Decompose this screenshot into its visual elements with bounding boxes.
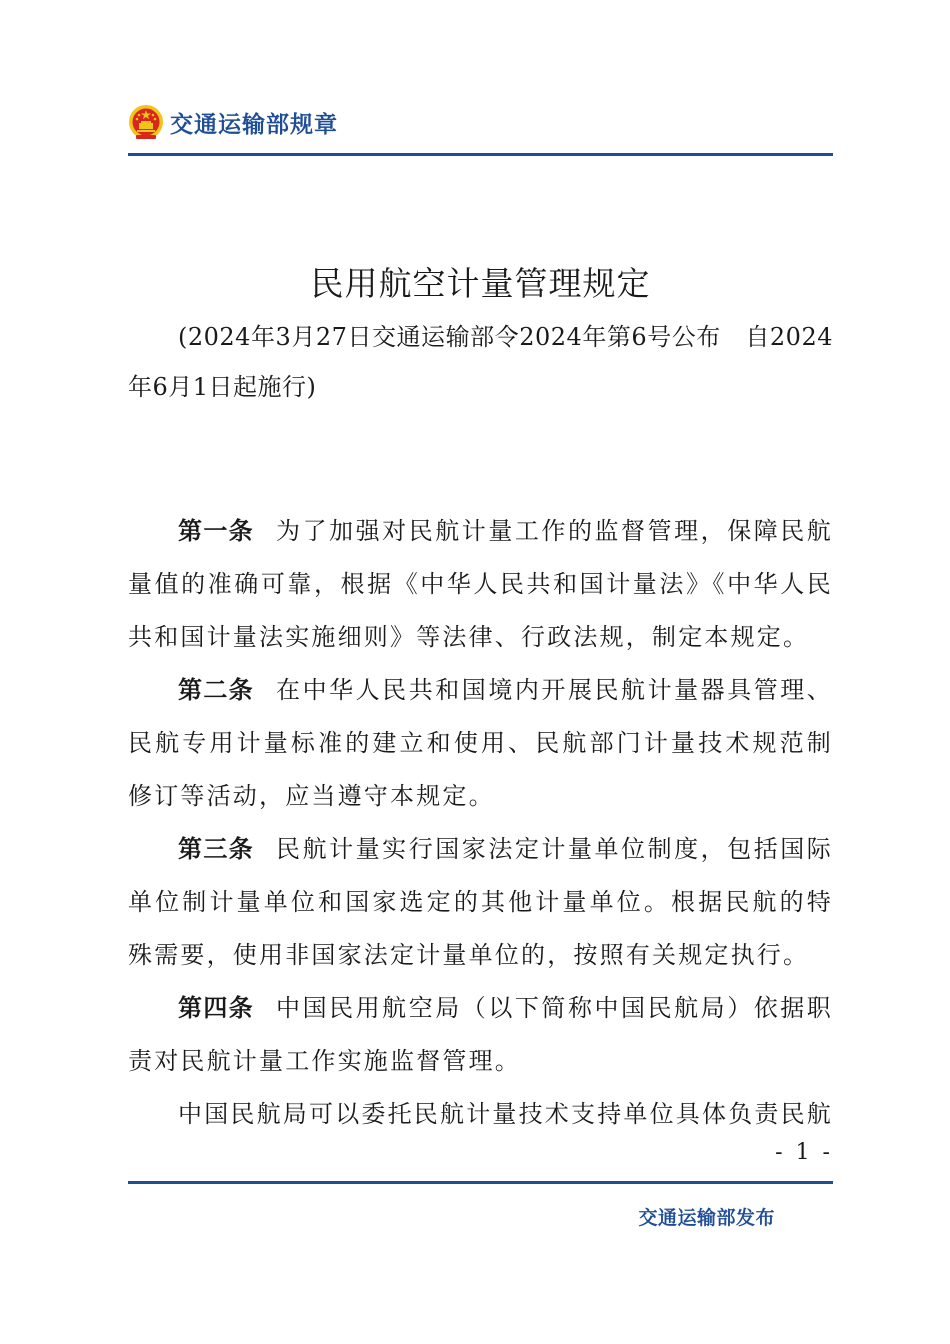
article-text: 民航计量实行国家法定计量单位制度，包括国际单位制计量单位和国家选定的其他计量单位。根据民航的特殊需要，使用非国家法定计量单位的，按照有关规定执行。 bbox=[128, 835, 834, 969]
header bbox=[128, 100, 338, 144]
article-text: 中国民用航空局（以下简称中国民航局）依据职责对民航计量工作实施监督管理。 bbox=[128, 994, 834, 1075]
article-number: 第四条 bbox=[178, 994, 255, 1022]
article-paragraph bbox=[128, 664, 833, 823]
document-body bbox=[128, 505, 833, 1141]
paragraph-text: 中国民航局可以委托民航计量技术支持单位具体负责民航 bbox=[178, 1100, 833, 1128]
article-text: 为了加强对民航计量工作的监督管理，保障民航量值的准确可靠，根据《中华人民共和国计量法》《中华人民共和国计量法实施细则》等法律、行政法规，制定本规定。 bbox=[128, 517, 834, 651]
article-paragraph bbox=[128, 982, 833, 1088]
header-title: 交通运输部规章 bbox=[170, 111, 338, 138]
article-paragraph bbox=[128, 505, 833, 664]
document-subtitle: (2024年3月27日交通运输部令2024年第6号公布 自2024年6月1日起施行) bbox=[128, 323, 833, 401]
footer-publisher: 交通运输部发布 bbox=[638, 1207, 775, 1229]
article-number: 第一条 bbox=[178, 517, 255, 545]
article-number: 第三条 bbox=[178, 835, 255, 863]
page-number: - 1 - bbox=[775, 1140, 833, 1165]
document-title: 民用航空计量管理规定 bbox=[310, 264, 651, 303]
continuation-paragraph bbox=[128, 1088, 833, 1141]
national-emblem-icon bbox=[128, 103, 164, 141]
footer-divider bbox=[128, 1181, 833, 1184]
article-text: 在中华人民共和国境内开展民航计量器具管理、民航专用计量标准的建立和使用、民航部门计量技术规范制修订等活动，应当遵守本规定。 bbox=[128, 676, 834, 810]
header-divider bbox=[128, 153, 833, 156]
article-paragraph bbox=[128, 823, 833, 982]
article-number: 第二条 bbox=[178, 676, 255, 704]
